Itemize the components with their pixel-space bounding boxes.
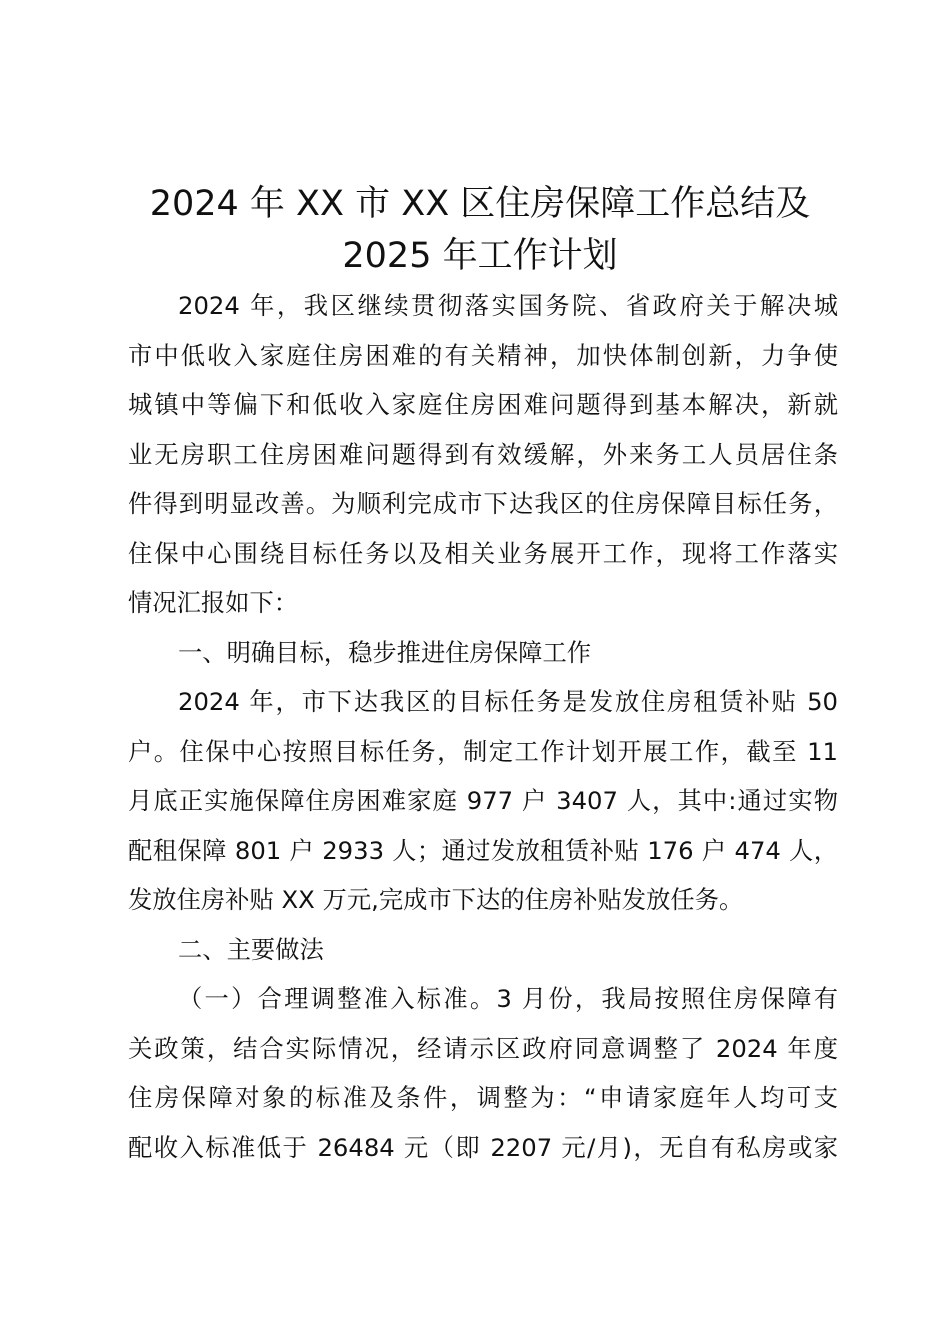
paragraph-2-line-3: 月底正实施保障住房困难家庭 977 户 3407 人，其中:通过实物: [128, 786, 838, 815]
document-title-line-1: 2024 年 XX 市 XX 区住房保障工作总结及: [149, 184, 811, 224]
paragraph-3-line-1: （一）合理调整准入标准。3 月份，我局按照住房保障有: [178, 984, 838, 1013]
paragraph-1-line-4: 业无房职工住房困难问题得到有效缓解，外来务工人员居住条: [128, 439, 838, 469]
paragraph-2-line-2: 户。住保中心按照目标任务，制定工作计划开展工作，截至 11: [128, 736, 838, 766]
paragraph-1-line-7: 情况汇报如下：: [128, 588, 299, 617]
paragraph-2-line-4: 配租保障 801 户 2933 人；通过发放租赁补贴 176 户 474 人，: [128, 835, 838, 865]
paragraph-1-line-6: 住保中心围绕目标任务以及相关业务展开工作，现将工作落实: [128, 538, 838, 568]
document-body: [128, 281, 838, 1172]
paragraph-1-line-1: 2024 年，我区继续贯彻落实国务院、省政府关于解决城: [178, 291, 838, 320]
document-title-line-2: 2025 年工作计划: [342, 236, 618, 276]
paragraph-1-line-2: 市中低收入家庭住房困难的有关精神，加快体制创新，力争使: [128, 340, 838, 370]
section-heading-1: 一、明确目标，稳步推进住房保障工作: [178, 637, 592, 667]
paragraph-3-line-4: 配收入标准低于 26484 元（即 2207 元/月)，无自有私房或家: [128, 1132, 838, 1162]
paragraph-1-line-3: 城镇中等偏下和低收入家庭住房困难问题得到基本解决，新就: [128, 390, 838, 419]
section-heading-2: 二、主要做法: [178, 934, 324, 964]
paragraph-1-line-5: 件得到明显改善。为顺利完成市下达我区的住房保障目标任务，: [128, 489, 838, 518]
paragraph-3-line-2: 关政策，结合实际情况，经请示区政府同意调整了 2024 年度: [128, 1033, 838, 1063]
paragraph-2-line-5: 发放住房补贴 XX 万元,完成市下达的住房补贴发放任务。: [128, 885, 744, 914]
paragraph-2-line-1: 2024 年，市下达我区的目标任务是发放住房租赁补贴 50: [178, 687, 838, 716]
paragraph-3-line-3: 住房保障对象的标准及条件，调整为：“申请家庭年人均可支: [128, 1083, 838, 1112]
